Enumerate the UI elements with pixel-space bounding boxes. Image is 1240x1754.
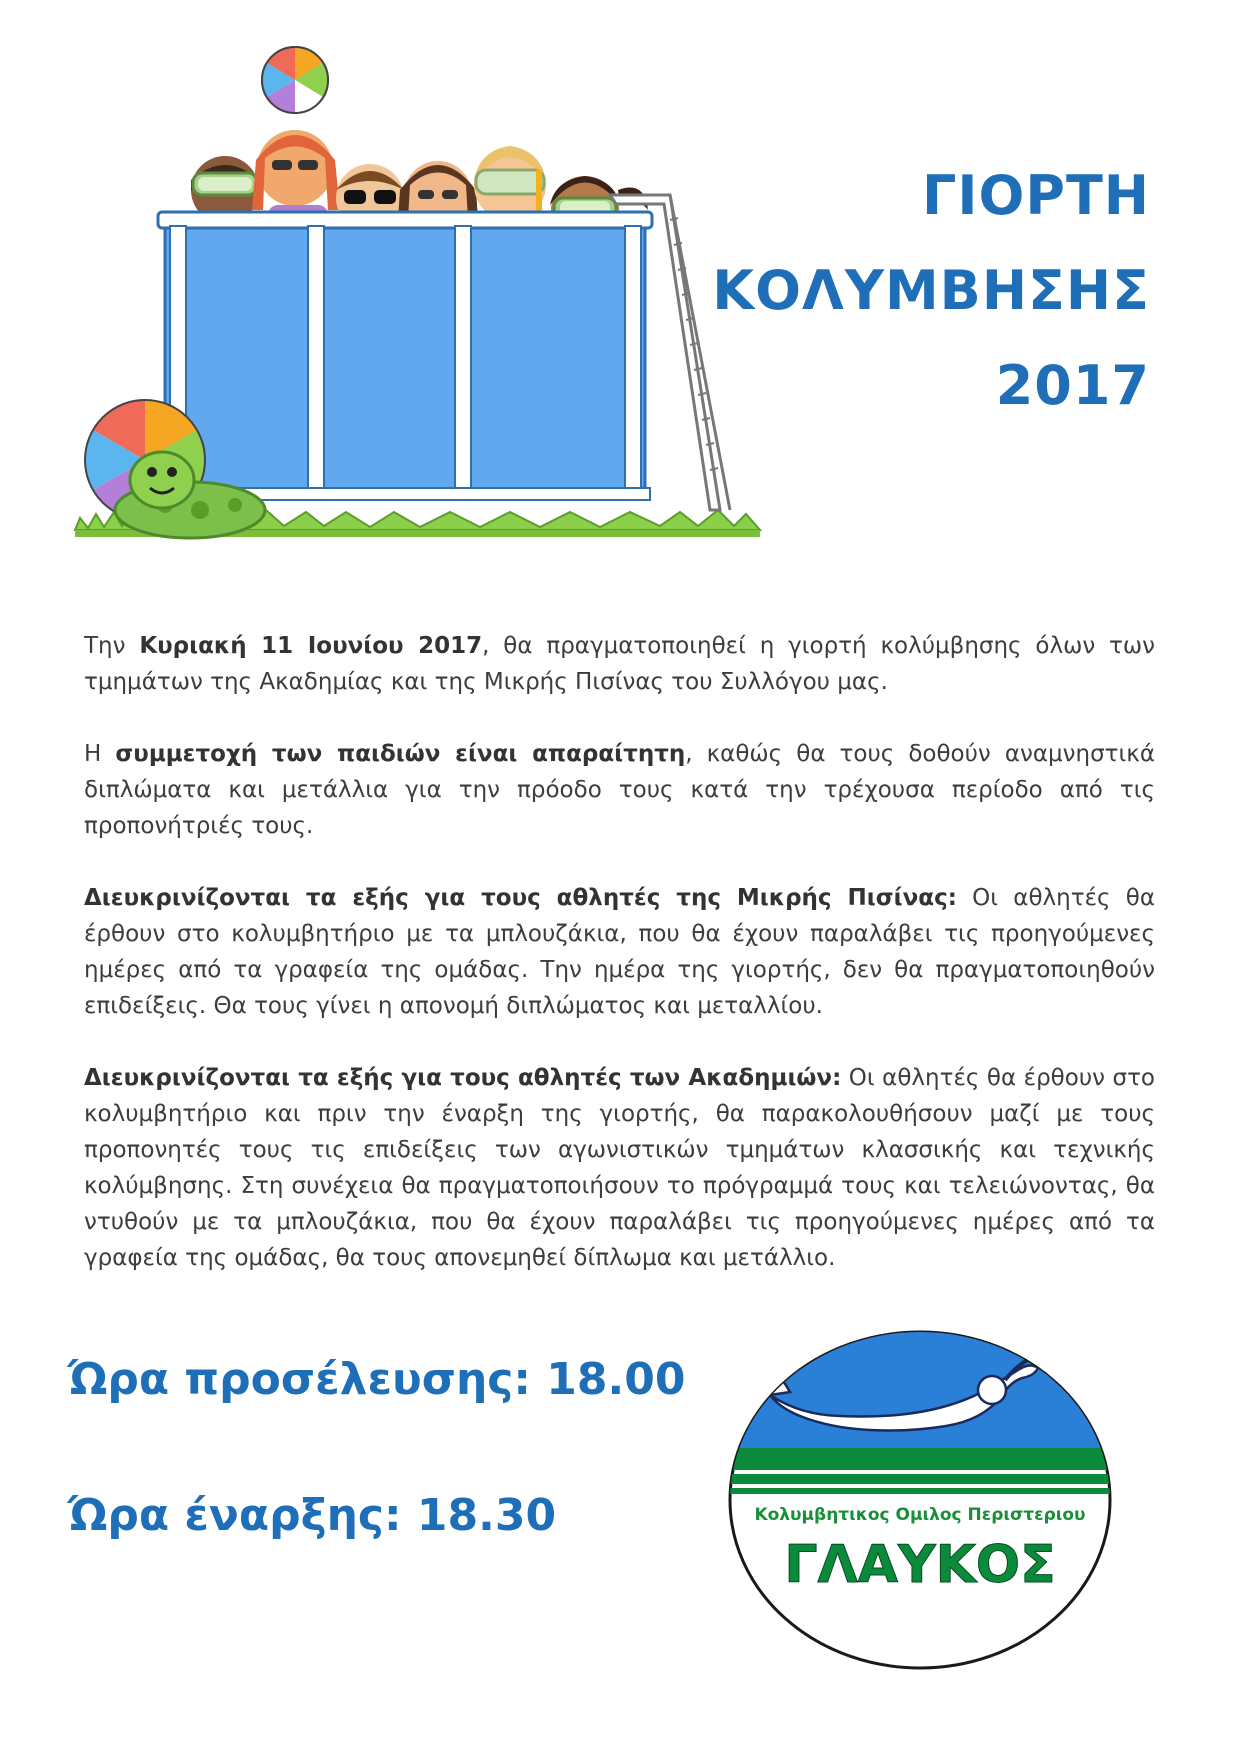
paragraph-academies — [84, 1060, 1155, 1276]
body-text — [84, 628, 1155, 1312]
title-line-1: ΓΙΟΡΤΗ — [921, 164, 1150, 227]
club-logo — [720, 1320, 1120, 1680]
paragraph-date — [84, 628, 1155, 700]
paragraph-date-post: , θα πραγματοποιηθεί η γιορτή κολύμβησης όλων των τμημάτων της Ακαδημίας και της Μικρής Πισίνας του Συλλόγου μας. — [84, 633, 1155, 695]
logo-name: ΓΛΑΥΚΟΣ — [784, 1535, 1056, 1595]
paragraph-small-pool-bold: Διευκρινίζονται τα εξής για τους αθλητές της Μικρής Πισίνας: — [84, 885, 957, 911]
pool-illustration — [158, 212, 652, 500]
title-line-3: 2017 — [995, 354, 1150, 417]
paragraph-participation — [84, 736, 1155, 844]
page-title — [712, 148, 1150, 433]
paragraph-date-pre: Την — [84, 633, 140, 659]
start-time: Ώρα έναρξης: 18.30 — [68, 1490, 557, 1541]
paragraph-date-bold: Κυριακή 11 Ιουνίου 2017 — [139, 633, 483, 659]
paragraph-small-pool-post: Οι αθλητές θα έρθουν στο κολυμβητήριο με τα μπλουζάκια, που θα έχουν παραλάβει τις προηγούμενες ημέρες από τα γραφεία της ομάδας. Την ημέρα της γιορτής, δεν θα πραγματοποιηθούν επιδείξεις. Θα τους γίνει η απονομή διπλώματος και μεταλλίου. — [84, 885, 1155, 1019]
paragraph-participation-pre: Η — [84, 741, 116, 767]
paragraph-participation-bold: συμμετοχή των παιδιών είναι απαραίτητη — [115, 741, 686, 767]
paragraph-participation-post: , καθώς θα τους δοθούν αναμνηστικά διπλώματα και μετάλλια για την πρόοδο τους κατά την τρέχουσα περίοδο από τις προπονήτριές τους. — [84, 741, 1155, 839]
beach-ball-top-illustration — [262, 47, 328, 113]
paragraph-academies-bold: Διευκρινίζονται τα εξής για τους αθλητές των Ακαδημιών: — [84, 1065, 842, 1091]
title-line-2: ΚΟΛΥΜΒΗΣΗΣ — [712, 259, 1150, 322]
arrival-time: Ώρα προσέλευσης: 18.00 — [68, 1354, 686, 1405]
paragraph-small-pool — [84, 880, 1155, 1024]
paragraph-academies-post: Οι αθλητές θα έρθουν στο κολυμβητήριο και πριν την έναρξη της γιορτής, θα παρακολουθήσουν μαζί με τους προπονητές τους τις επιδείξεις των αγωνιστικών τμημάτων κλασσικής και τεχνικής κολύμβησης. Στη συνέχεια θα πραγματοποιήσουν το πρόγραμμά τους και τελειώνοντας, θα ντυθούν με τα μπλουζάκια, που θα έχουν παραλάβει τις προηγούμενες ημέρες από τα γραφεία της ομάδας, θα τους απονεμηθεί δίπλωμα και μετάλλιο. — [84, 1065, 1155, 1271]
logo-subtitle: Κολυμβητικος Ομιλος Περιστεριου — [754, 1505, 1086, 1525]
kids-pool-illustration — [70, 40, 790, 540]
